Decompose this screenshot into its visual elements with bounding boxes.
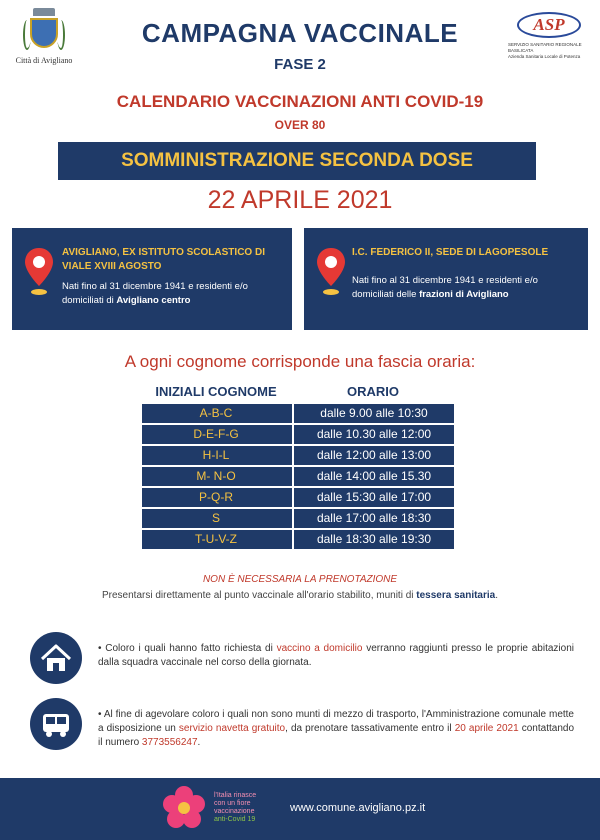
no-booking-notice: NON È NECESSARIA LA PRENOTAZIONE — [202, 574, 398, 585]
city-caption: Città di Avigliano — [15, 56, 73, 65]
column-header-surname: INIZIALI COGNOME — [155, 384, 277, 399]
time-slot: dalle 9.00 alle 10:30 — [292, 404, 454, 423]
calendar-title: CALENDARIO VACCINAZIONI ANTI COVID-19 — [116, 92, 484, 111]
location-card-lagopesole — [304, 228, 588, 330]
surname-initials: P-Q-R — [199, 490, 233, 504]
schedule-row — [142, 467, 454, 486]
calendar-subtitle: OVER 80 — [274, 118, 326, 132]
schedule-row — [142, 446, 454, 465]
phase-label: FASE 2 — [274, 56, 326, 73]
surname-initials: A-B-C — [199, 406, 233, 420]
surname-initials: T-U-V-Z — [195, 532, 237, 546]
time-slot: dalle 17:00 alle 18:30 — [292, 509, 454, 528]
house-icon — [30, 632, 82, 684]
vaccination-date: 22 APRILE 2021 — [207, 186, 393, 214]
page-title: CAMPAGNA VACCINALE — [141, 18, 459, 48]
present-instructions: Presentarsi direttamente al punto vaccinale all'orario stabilito, muniti di tessera sanitaria. — [101, 590, 499, 601]
time-slot: dalle 12:00 alle 13:00 — [292, 446, 454, 465]
time-slot: dalle 18:30 alle 19:30 — [292, 530, 454, 549]
time-slot: dalle 10.30 alle 12:00 — [292, 425, 454, 444]
surname-initials: M- N-O — [196, 469, 236, 483]
shuttle-service-info: • Al fine di agevolare coloro i quali non sono munti di mezzo di trasporto, l'Amministrazione comunale mette a disposizione un servizio navetta gratuito, da prenotare tassativamente entro il 20 aprile 2021 contattando il numero 3773556247. — [98, 709, 575, 748]
schedule-intro: A ogni cognome corrisponde una fascia oraria: — [124, 352, 476, 371]
home-vaccine-info: • Coloro i quali hanno fatto richiesta di vaccino a domicilio verranno raggiunti presso le proprie abitazioni dalla squadra vaccinale nel corso della giornata. — [98, 643, 574, 668]
footer — [0, 778, 600, 840]
asp-caption: SERVIZIO SANITARIO REGIONALE BASILICATA Azienda Sanitaria Locale di Potenza — [508, 42, 582, 59]
location-title: AVIGLIANO, EX ISTITUTO SCOLASTICO DI VIALE XVIII AGOSTO — [62, 247, 265, 272]
campaign-slogan: l'Italia rinasce con un fiore vaccinazione anti-Covid 19 — [214, 792, 257, 823]
location-desc: Nati fino al 31 dicembre 1941 e residenti e/o domiciliati di Avigliano centro — [62, 281, 248, 306]
location-card-avigliano — [12, 228, 292, 330]
bus-icon — [30, 698, 82, 750]
schedule-row — [142, 530, 454, 549]
time-slot: dalle 15:30 alle 17:00 — [292, 488, 454, 507]
location-pin-icon — [316, 246, 346, 298]
surname-initials: S — [211, 511, 220, 525]
schedule-row — [142, 509, 454, 528]
asp-oval-icon — [517, 12, 581, 38]
schedule-row — [142, 488, 454, 507]
location-pin-icon — [24, 246, 54, 298]
surname-initials: D-E-F-G — [193, 427, 239, 441]
primrose-flower-icon — [160, 784, 208, 832]
schedule-row — [142, 404, 454, 423]
dose-banner: SOMMINISTRAZIONE SECONDA DOSE — [58, 142, 536, 180]
location-title: I.C. FEDERICO II, SEDE DI LAGOPESOLE — [352, 247, 549, 258]
asp-logo-text: ASP — [533, 15, 565, 34]
time-slot: dalle 14:00 alle 15.30 — [292, 467, 454, 486]
schedule-row — [142, 425, 454, 444]
location-desc: Nati fino al 31 dicembre 1941 e residenti e/o domiciliati delle frazioni di Avigliano — [352, 275, 538, 300]
surname-initials: H-I-L — [202, 448, 230, 462]
website-link[interactable]: www.comune.avigliano.pz.it — [290, 802, 426, 814]
column-header-time: ORARIO — [347, 384, 399, 399]
asp-logo — [508, 12, 590, 60]
